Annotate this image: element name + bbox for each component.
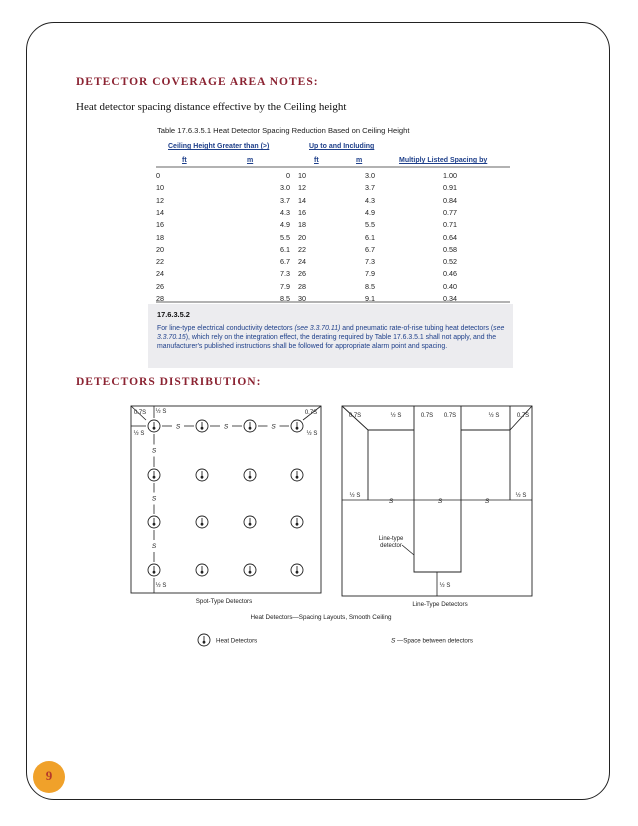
table-cell-m-greater: 3.0 (280, 183, 290, 193)
heat-detector-bulb (153, 523, 156, 526)
table-cell-ft-upto: 24 (298, 257, 306, 267)
spacing-label-s: S (223, 423, 229, 431)
table-cell-ft-upto: 14 (298, 195, 306, 205)
spacing-label-s: S (271, 423, 276, 431)
table-cell-ft-upto: 22 (298, 244, 306, 254)
table-cell-ft-greater: 20 (156, 244, 164, 254)
header-ft-2: ft (314, 157, 319, 164)
table-cell-multiplier: 0.71 (443, 220, 457, 230)
table-cell-m-greater: 3.7 (280, 195, 290, 205)
label-half-s: ½ S (390, 413, 402, 419)
table-cell-m-greater: 7.9 (280, 281, 290, 291)
figure-caption: Heat Detectors—Spacing Layouts, Smooth Ceiling (250, 614, 392, 621)
table-cell-ft-upto: 12 (298, 183, 306, 193)
table-cell-m-upto: 9.1 (365, 294, 375, 303)
heat-detector-bulb (153, 476, 156, 479)
legend-s-symbol: S (391, 637, 396, 645)
heat-detector-bulb (153, 571, 156, 574)
heat-detector-bulb (201, 571, 204, 574)
heat-detector-bulb (249, 571, 252, 574)
table-cell-ft-greater: 16 (156, 220, 164, 230)
table-cell-multiplier: 0.77 (443, 207, 457, 217)
line-detector-path (342, 406, 532, 572)
table-cell-ft-upto: 10 (298, 171, 306, 180)
label-half-s-bottom: ½ S (155, 583, 167, 589)
heat-detector-bulb (201, 523, 204, 526)
line-type-label: Line-type (378, 536, 404, 542)
table-cell-ft-greater: 18 (156, 232, 164, 242)
section-number: 17.6.3.5.2 (157, 310, 190, 319)
table-cell-m-greater: 6.7 (280, 257, 290, 267)
heat-detector-bulb (249, 523, 252, 526)
table-cell-ft-upto: 20 (298, 232, 306, 242)
heat-detector-bulb (201, 427, 204, 430)
header-up-to: Up to and Including (309, 143, 375, 150)
table-cell-m-greater: 8.5 (280, 294, 290, 303)
heat-detector-bulb (201, 476, 204, 479)
spot-type-caption: Spot-Type Detectors (195, 598, 253, 605)
label-s: S (437, 498, 443, 505)
header-m-2: m (356, 157, 363, 164)
heat-detector-bulb (296, 523, 299, 526)
label-half-s-right: ½ S (306, 431, 318, 437)
section-text: For line-type electrical conductivity detectors (see 3.3.70.11) and pneumatic rate-of-rise tubing heat detectors (see 3.3.70.15), which rely on the integration effect, the derating required by Table 17.6.3.5.1 shall not apply, and the manufacturer's published instructions shall be followed for appropriate alarm point and spacing. (157, 325, 505, 351)
label-s: S (484, 498, 490, 505)
table-cell-ft-greater: 14 (156, 207, 164, 217)
table-cell-ft-greater: 22 (156, 257, 164, 267)
header-multiply: Multiply Listed Spacing by (399, 157, 488, 164)
label-half-s-left: ½ S (133, 431, 145, 437)
header-greater-than: Ceiling Height Greater than (>) (168, 143, 270, 150)
heat-detector-bulb (203, 641, 206, 644)
table-cell-m-upto: 6.1 (365, 232, 375, 242)
table-cell-ft-greater: 24 (156, 269, 164, 279)
table-cell-ft-upto: 28 (298, 281, 306, 291)
table-cell-ft-upto: 30 (298, 294, 306, 303)
legend-heat-label: Heat Detectors (216, 637, 258, 645)
line-type-label: detector (380, 543, 402, 549)
label-s: S (388, 498, 394, 505)
distribution-heading: DETECTORS DISTRIBUTION: (76, 376, 262, 388)
table-cell-ft-upto: 16 (298, 207, 306, 217)
heat-detector-bulb (296, 427, 299, 430)
header-m-1: m (247, 157, 254, 164)
page-number: 9 (45, 768, 53, 783)
table-cell-ft-greater: 10 (156, 183, 164, 193)
table-cell-multiplier: 0.52 (443, 257, 457, 267)
table-cell-m-greater: 5.5 (280, 232, 290, 242)
table-cell-ft-greater: 26 (156, 281, 164, 291)
coverage-heading: DETECTOR COVERAGE AREA NOTES: (76, 76, 319, 88)
label-half-s: ½ S (349, 493, 361, 499)
table-cell-m-greater: 4.3 (280, 207, 290, 217)
table-cell-m-greater: 6.1 (280, 244, 290, 254)
table-caption: Table 17.6.3.5.1 Heat Detector Spacing Reduction Based on Ceiling Height (157, 126, 410, 135)
line-type-caption: Line-Type Detectors (412, 601, 468, 608)
heat-detector-bulb (153, 427, 156, 430)
table-cell-multiplier: 0.34 (443, 294, 457, 303)
legend-s-label: —Space between detectors (397, 637, 474, 645)
heat-detector-bulb (249, 427, 252, 430)
heat-detector-bulb (296, 476, 299, 479)
table-cell-m-greater: 4.9 (280, 220, 290, 230)
table-cell-m-upto: 5.5 (365, 220, 375, 230)
spot-type-room (131, 406, 321, 593)
table-cell-m-upto: 3.0 (365, 171, 375, 180)
table-cell-m-upto: 7.3 (365, 257, 375, 267)
table-cell-m-upto: 7.9 (365, 269, 375, 279)
header-ft-1: ft (182, 157, 187, 164)
table-cell-ft-greater: 12 (156, 195, 164, 205)
table-cell-ft-greater: 28 (156, 294, 164, 303)
label-half-s: ½ S (488, 413, 500, 419)
line-type-pointer (402, 545, 414, 555)
table-cell-multiplier: 1.00 (443, 171, 457, 180)
spacing-label-s: S (151, 447, 157, 455)
table-cell-ft-upto: 26 (298, 269, 306, 279)
heat-detector-bulb (296, 571, 299, 574)
label-half-s-bottom: ½ S (439, 583, 451, 589)
table-cell-m-upto: 6.7 (365, 244, 375, 254)
table-cell-multiplier: 0.84 (443, 195, 457, 205)
table-cell-multiplier: 0.91 (443, 183, 457, 193)
table-cell-ft-greater: 0 (156, 171, 160, 180)
table-cell-multiplier: 0.64 (443, 232, 457, 242)
table-cell-multiplier: 0.46 (443, 269, 457, 279)
spacing-label-s: S (151, 495, 157, 503)
table-cell-m-upto: 3.7 (365, 183, 375, 193)
intro-text: Heat detector spacing distance effective by the Ceiling height (76, 101, 347, 113)
label-07s: 0.7S (516, 413, 530, 419)
table-cell-multiplier: 0.58 (443, 244, 457, 254)
table-cell-m-upto: 4.9 (365, 207, 375, 217)
label-half-s: ½ S (515, 493, 527, 499)
table-cell-ft-upto: 18 (298, 220, 306, 230)
table-cell-m-upto: 8.5 (365, 281, 375, 291)
label-half-s-top: ½ S (155, 409, 167, 415)
label-07s-right: 0.7S (304, 410, 318, 416)
table-cell-m-greater: 0 (286, 171, 290, 180)
heat-detector-bulb (249, 476, 252, 479)
label-07s: 0.7S (443, 413, 457, 419)
table-cell-m-greater: 7.3 (280, 269, 290, 279)
label-07s-left: 0.7S (133, 410, 147, 416)
table-cell-multiplier: 0.40 (443, 281, 457, 291)
label-07s: 0.7S (348, 413, 362, 419)
spacing-label-s: S (151, 543, 157, 550)
table-cell-m-upto: 4.3 (365, 195, 375, 205)
spacing-label-s: S (175, 423, 181, 431)
label-07s: 0.7S (420, 413, 434, 419)
